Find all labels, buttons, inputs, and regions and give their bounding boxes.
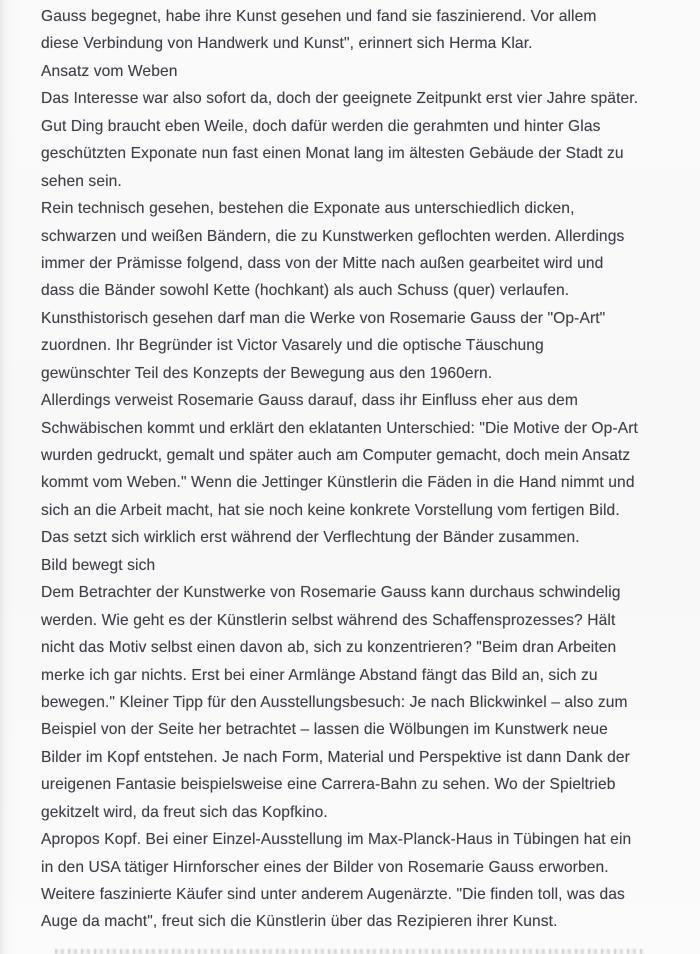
text-line: Kunsthistorisch gesehen darf man die Werke von Rosemarie Gauss der "Op-Art" — [41, 309, 606, 327]
text-line: Das setzt sich wirklich erst während der Verflechtung der Bänder zusammen. — [41, 529, 580, 547]
text-line: Allerdings verweist Rosemarie Gauss darauf, dass ihr Einfluss eher aus dem — [41, 392, 578, 410]
text-line: sich an die Arbeit macht, hat sie noch keine konkrete Vorstellung vom fertigen Bild. — [41, 501, 620, 519]
text-line: immer der Prämisse folgend, dass von der Mitte nach außen gearbeitet wird und — [41, 254, 604, 272]
text-line: Dem Betrachter der Kunstwerke von Rosemarie Gauss kann durchaus schwindelig — [41, 584, 621, 602]
text-line: in den USA tätiger Hirnforscher eines der Bilder von Rosemarie Gauss erworben. — [41, 858, 609, 876]
text-line: geschützten Exponate nun fast einen Monat lang im ältesten Gebäude der Stadt zu — [41, 145, 624, 163]
text-line: Schwäbischen kommt und erklärt den eklatanten Unterschied: "Die Motive der Op-Art — [41, 419, 638, 437]
subheading: Bild bewegt sich — [41, 556, 156, 574]
text-line: zuordnen. Ihr Begründer ist Victor Vasarely und die optische Täuschung — [41, 337, 544, 355]
text-line: Auge da macht", freut sich die Künstlerin über das Rezipieren ihrer Kunst. — [41, 913, 558, 931]
text-line: kommt vom Weben." Wenn die Jettinger Künstlerin die Fäden in die Hand nimmt und — [41, 474, 635, 492]
text-line: gekitzelt wird, da freut sich das Kopfkino. — [41, 803, 328, 821]
article-body — [41, 3, 692, 936]
text-line: merke ich gar nichts. Erst bei einer Armlänge Abstand fängt das Bild an, sich zu — [41, 666, 598, 684]
subheading: Ansatz vom Weben — [41, 62, 178, 80]
text-line: Apropos Kopf. Bei einer Einzel-Ausstellung im Max-Planck-Haus in Tübingen hat ein — [41, 831, 632, 849]
text-line: Gut Ding braucht eben Weile, doch dafür werden die gerahmten und hinter Glas — [41, 117, 601, 135]
text-line: Bilder im Kopf entstehen. Je nach Form, Material und Perspektive ist dann Dank der — [41, 748, 630, 766]
text-line: diese Verbindung von Handwerk und Kunst", erinnert sich Herma Klar. — [41, 35, 533, 53]
text-line: dass die Bänder sowohl Kette (hochkant) als auch Schuss (quer) verlaufen. — [41, 282, 570, 300]
text-line: sehen sein. — [41, 172, 122, 190]
text-line: Rein technisch gesehen, bestehen die Exponate aus unterschiedlich dicken, — [41, 200, 575, 218]
text-line: werden. Wie geht es der Künstlerin selbst während des Schaffensprozesses? Hält — [41, 611, 616, 629]
text-line: Weitere faszinierte Käufer sind unter anderem Augenärzte. "Die finden toll, was das — [41, 886, 625, 903]
text-line: Beispiel von der Seite her betrachtet – lassen die Wölbungen im Kunstwerk neue — [41, 721, 608, 739]
text-line: Das Interesse war also sofort da, doch der geeignete Zeitpunkt erst vier Jahre später. — [41, 90, 639, 108]
text-line: schwarzen und weißen Bändern, die zu Kunstwerken geflochten werden. Allerdings — [41, 227, 625, 245]
clipped-text-remnant — [55, 949, 645, 954]
text-line: bewegen." Kleiner Tipp für den Ausstellungsbesuch: Je nach Blickwinkel – also zum — [41, 693, 628, 711]
text-line: Gauss begegnet, habe ihre Kunst gesehen und fand sie faszinierend. Vor allem — [41, 8, 597, 25]
text-line: gewünschter Teil des Konzepts der Bewegung aus den 1960ern. — [41, 364, 493, 382]
text-line: ureigenen Fantasie beispielsweise eine Carrera-Bahn zu sehen. Wo der Spieltrieb — [41, 776, 616, 794]
text-line: wurden gedruckt, gemalt und später auch am Computer gemacht, doch mein Ansatz — [41, 447, 631, 464]
text-line: nicht das Motiv selbst einen davon ab, sich zu konzentrieren? "Beim dran Arbeiten — [41, 639, 617, 657]
